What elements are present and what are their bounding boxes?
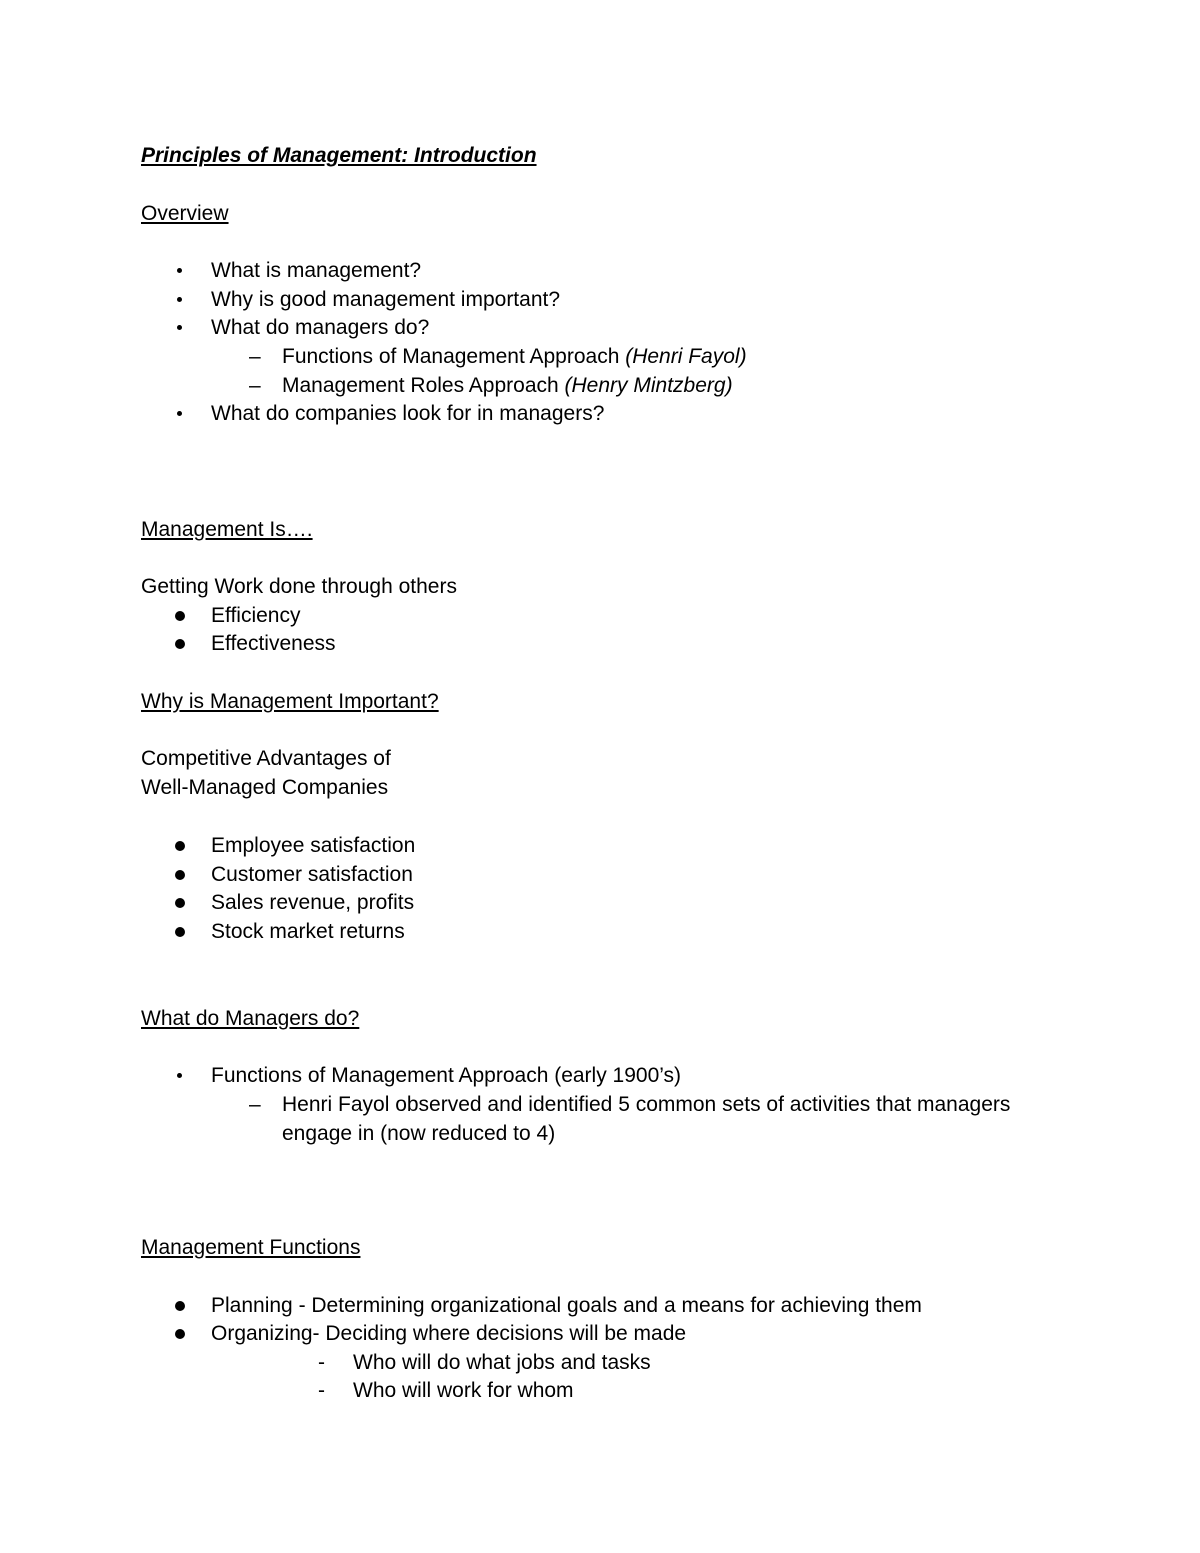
list-item: Planning - Determining organizational goals and a means for achieving them xyxy=(211,1294,922,1317)
sub-item-line: Who will do what jobs and tasks xyxy=(353,1351,651,1374)
management-functions-heading: Management Functions xyxy=(141,1236,361,1259)
bullet-icon xyxy=(175,918,185,946)
overview-item: What do managers do? xyxy=(211,316,430,339)
list-item: Sales revenue, profits xyxy=(211,891,415,914)
bullet-icon xyxy=(175,861,185,889)
management-is-intro: Getting Work done through others xyxy=(141,575,457,598)
overview-item: What is management? xyxy=(211,259,422,282)
sub-item-author: (Henry Mintzberg) xyxy=(564,374,733,397)
sub-item-line: Who will work for whom xyxy=(353,1379,574,1402)
overview-sub-item xyxy=(282,343,747,371)
bullet-icon xyxy=(177,314,183,342)
overview-item: What do companies look for in managers? xyxy=(211,402,605,425)
sub-item-text: Functions of Management Approach xyxy=(282,345,626,368)
why-important-intro-line1: Competitive Advantages of xyxy=(141,747,391,770)
overview-sub-item xyxy=(282,372,733,400)
bullet-icon xyxy=(177,257,183,285)
why-important-heading: Why is Management Important? xyxy=(141,690,439,713)
dash-marker: – xyxy=(249,374,261,397)
list-item: Efficiency xyxy=(211,604,301,627)
page-title: Principles of Management: Introduction xyxy=(141,144,537,167)
bullet-icon xyxy=(175,1320,185,1348)
list-item: Employee satisfaction xyxy=(211,834,416,857)
sub-item-line: Henri Fayol observed and identified 5 common sets of activities that managers xyxy=(282,1093,1011,1116)
bullet-icon xyxy=(177,286,183,314)
bullet-icon xyxy=(175,832,185,860)
bullet-icon xyxy=(175,630,185,658)
list-item: Effectiveness xyxy=(211,632,336,655)
why-important-intro-line2: Well-Managed Companies xyxy=(141,776,389,799)
bullet-icon xyxy=(177,400,183,428)
sub-item-text: Management Roles Approach xyxy=(282,374,565,397)
dash-marker: - xyxy=(318,1379,325,1402)
overview-heading: Overview xyxy=(141,202,229,225)
list-item: Organizing- Deciding where decisions will be made xyxy=(211,1322,687,1345)
bullet-icon xyxy=(177,1062,183,1090)
dash-marker: - xyxy=(318,1351,325,1374)
overview-item: Why is good management important? xyxy=(211,288,561,311)
sub-item-author: (Henri Fayol) xyxy=(625,345,747,368)
list-item: Stock market returns xyxy=(211,920,405,943)
dash-marker: – xyxy=(249,1093,261,1116)
bullet-icon xyxy=(175,1292,185,1320)
bullet-icon xyxy=(175,889,185,917)
management-is-heading: Management Is…. xyxy=(141,518,313,541)
dash-marker: – xyxy=(249,345,261,368)
list-item: Customer satisfaction xyxy=(211,863,413,886)
sub-item-line: engage in (now reduced to 4) xyxy=(282,1122,556,1145)
managers-do-heading: What do Managers do? xyxy=(141,1007,360,1030)
bullet-icon xyxy=(175,602,185,630)
list-item: Functions of Management Approach (early 1900’s) xyxy=(211,1064,682,1087)
